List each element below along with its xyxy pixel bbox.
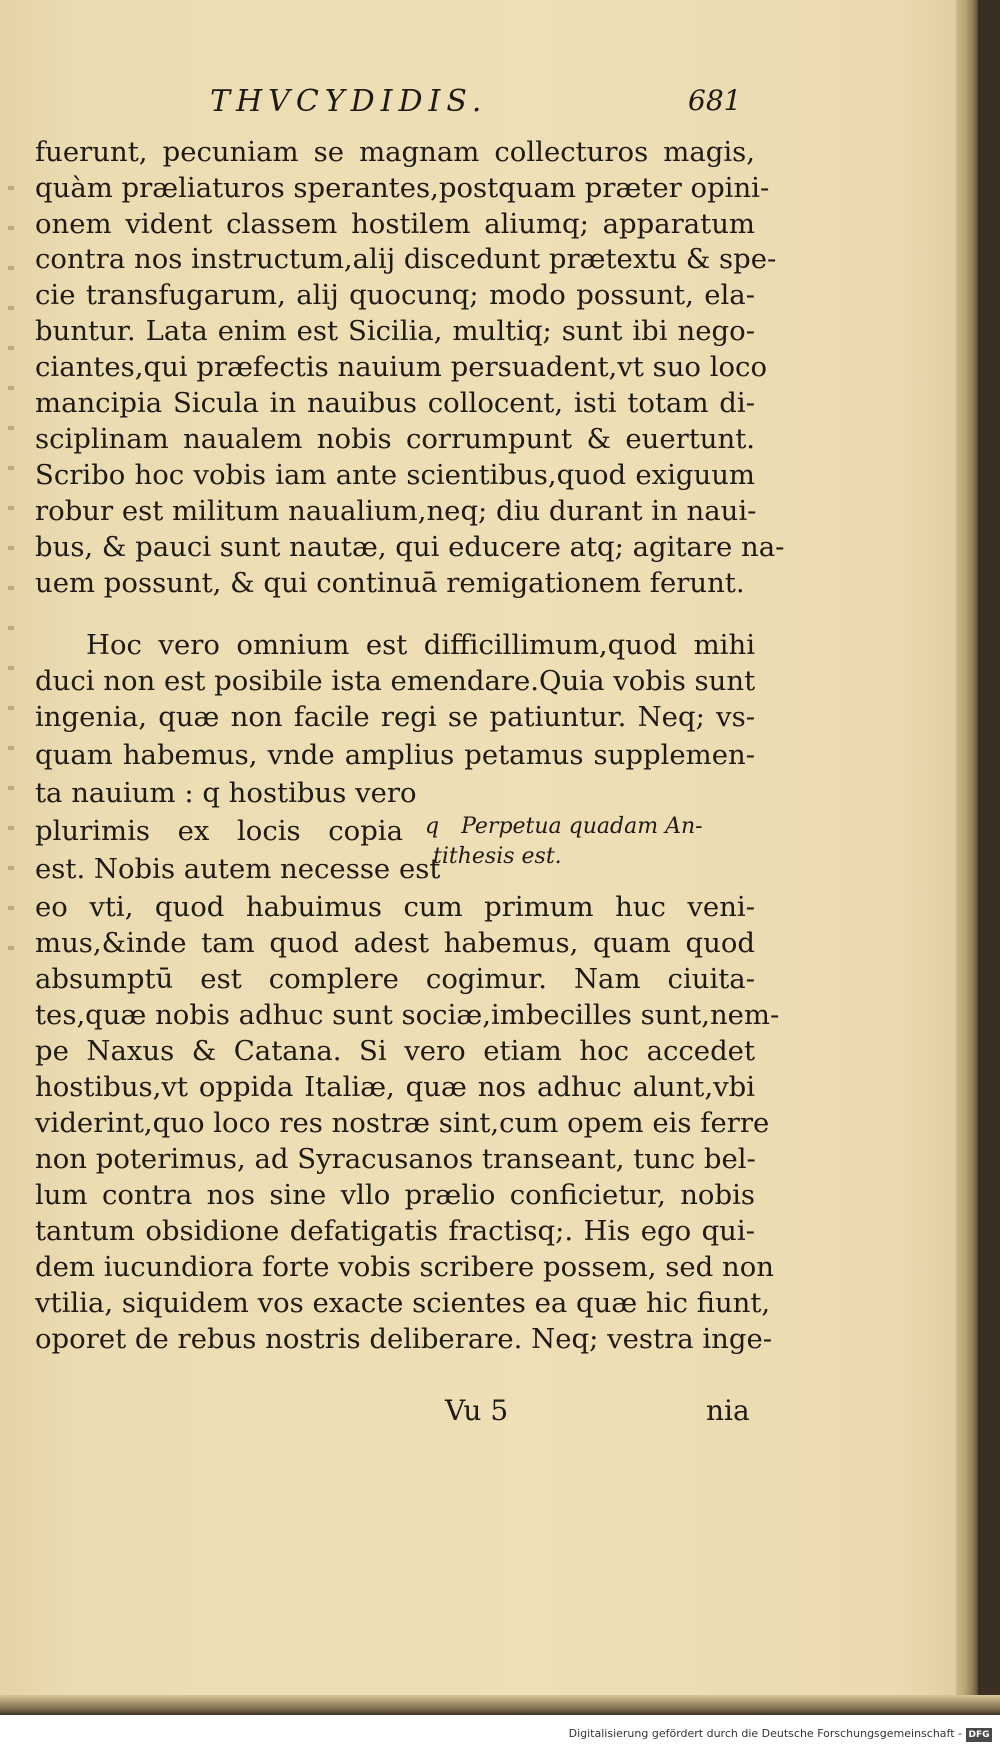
text-line: hostibus,vt oppida Italiæ, quæ nos adhuc alunt,vbi xyxy=(35,1071,755,1103)
text-line: sciplinam naualem nobis corrumpunt & euertunt. xyxy=(35,423,755,455)
text-line: lum contra nos sine vllo prælio conficietur, nobis xyxy=(35,1179,755,1211)
text-line: absumptū est complere cogimur. Nam ciuita- xyxy=(35,963,755,995)
text-line: non poterimus, ad Syracusanos transeant, tunc bel- xyxy=(35,1143,756,1175)
text-line: quam habemus, vnde amplius petamus supplemen- xyxy=(35,739,755,771)
text-line-paragraph-start: Hoc vero omnium est difficillimum,quod mihi xyxy=(86,629,755,661)
text-line: ta nauium : q hostibus vero xyxy=(35,777,417,809)
text-line: ingenia, quæ non facile regi se patiuntur. Neq; vs- xyxy=(35,701,755,733)
footer-bar xyxy=(0,1715,1000,1749)
text-line: uem possunt, & qui continuā remigationem ferunt. xyxy=(35,567,745,599)
page-number: 681 xyxy=(688,84,742,117)
footer-credit: Digitalisierung gefördert durch die Deutsche Forschungsgemeinschaft - xyxy=(568,1727,962,1740)
text-line: robur est militum naualium,neq; diu durant in naui- xyxy=(35,495,757,527)
text-line: bus, & pauci sunt nautæ, qui educere atq; agitare na- xyxy=(35,531,785,563)
text-line: plurimis ex locis copia xyxy=(35,815,403,847)
text-line: duci non est posibile ista emendare.Quia vobis sunt xyxy=(35,665,756,697)
text-line: vtilia, siquidem vos exacte scientes ea quæ hic fiunt, xyxy=(35,1287,771,1319)
marginal-note-line-1: Perpetua quadam An- xyxy=(461,814,703,839)
dfg-logo: DFG xyxy=(966,1728,992,1742)
text-line: cie transfugarum, alij quocunq; modo possunt, ela- xyxy=(35,279,755,311)
text-line: oporet de rebus nostris deliberare. Neq; vestra inge- xyxy=(35,1323,773,1355)
text-line: tes,quæ nobis adhuc sunt sociæ,imbecilles sunt,nem- xyxy=(35,999,780,1031)
left-margin-specks xyxy=(8,150,14,950)
marginal-note-line-2: tithesis est. xyxy=(433,844,562,869)
signature-mark: Vu 5 xyxy=(445,1394,509,1427)
text-line: dem iucundiora forte vobis scribere possem, sed non xyxy=(35,1251,774,1283)
text-line: viderint,quo loco res nostræ sint,cum opem eis ferre xyxy=(35,1107,770,1139)
text-line: buntur. Lata enim est Sicilia, multiq; sunt ibi nego- xyxy=(35,315,755,347)
page-edge-bottom xyxy=(0,1695,1000,1715)
text-line: onem vident classem hostilem aliumq; apparatum xyxy=(35,208,755,240)
marginal-note-marker: q xyxy=(425,814,440,839)
catchword: nia xyxy=(706,1394,750,1427)
text-line: est. Nobis autem necesse est xyxy=(35,853,441,885)
marginal-note xyxy=(425,812,755,872)
text-line: quàm præliaturos sperantes,postquam præter opini- xyxy=(35,172,770,204)
text-line: fuerunt, pecuniam se magnam collecturos magis, xyxy=(35,136,755,168)
text-line: tantum obsidione defatigatis fractisq;. His ego qui- xyxy=(35,1215,755,1247)
text-line: Scribo hoc vobis iam ante scientibus,quod exiguum xyxy=(35,459,755,491)
page-edge-right xyxy=(956,0,978,1715)
text-line: mus,&inde tam quod adest habemus, quam quod xyxy=(35,927,755,959)
text-line: eo vti, quod habuimus cum primum huc veni- xyxy=(35,891,755,923)
text-line: ciantes,qui præfectis nauium persuadent,vt suo loco xyxy=(35,351,768,383)
running-title: THVCYDIDIS. xyxy=(210,84,488,119)
text-line: pe Naxus & Catana. Si vero etiam hoc accedet xyxy=(35,1035,755,1067)
text-line: contra nos instructum,alij discedunt prætextu & spe- xyxy=(35,243,777,275)
text-line: mancipia Sicula in nauibus collocent, isti totam di- xyxy=(35,387,755,419)
